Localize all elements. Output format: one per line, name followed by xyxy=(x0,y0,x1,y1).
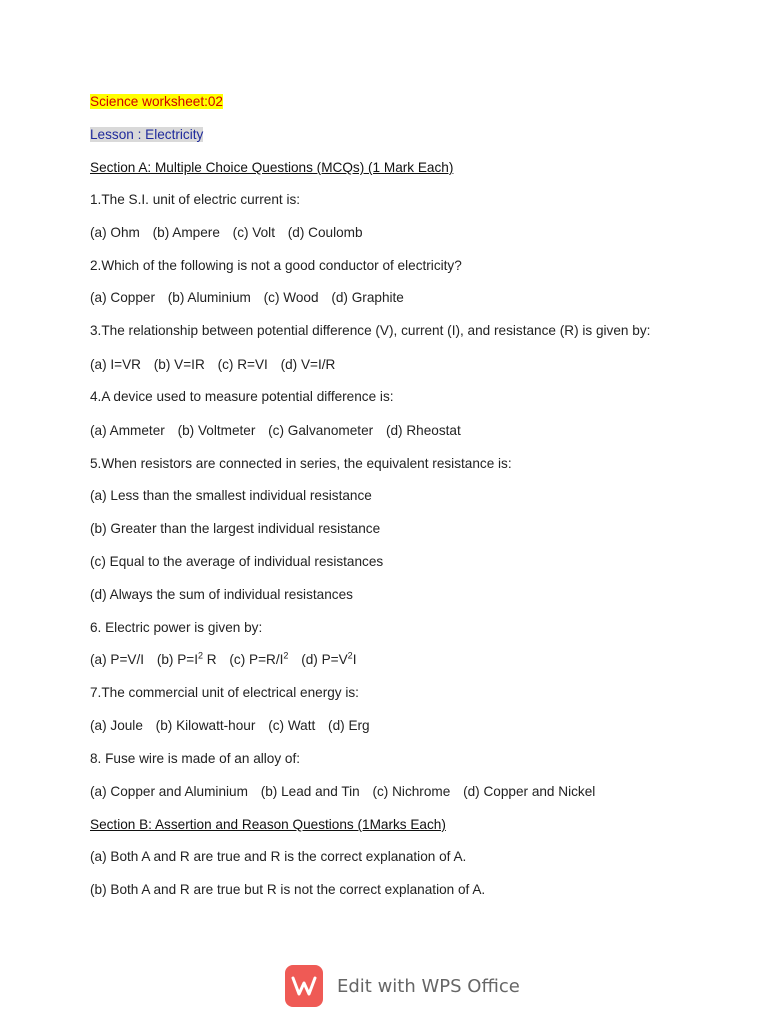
q1-option-d: (d) Coulomb xyxy=(287,225,363,240)
q8-option-a: (a) Copper and Aluminium xyxy=(90,784,248,799)
lesson-title-text: Lesson : Electricity xyxy=(90,127,204,142)
question-3-options xyxy=(90,356,335,374)
question-7-options xyxy=(90,717,370,735)
q5-option-c: (c) Equal to the average of individual resistances xyxy=(90,554,384,569)
q2-option-b: (b) Aluminium xyxy=(167,290,251,305)
section-a-heading: Section A: Multiple Choice Questions (MCQs) (1 Mark Each) xyxy=(90,160,454,175)
question-2-options xyxy=(90,289,404,307)
q7-option-a: (a) Joule xyxy=(90,718,143,733)
q1-option-b: (b) Ampere xyxy=(152,225,220,240)
q4-option-c: (c) Galvanometer xyxy=(268,423,374,438)
q4-option-a: (a) Ammeter xyxy=(90,423,165,438)
q5-option-d: (d) Always the sum of individual resistances xyxy=(90,587,353,602)
question-2: 2.Which of the following is not a good conductor of electricity? xyxy=(90,258,462,273)
q2-option-c: (c) Wood xyxy=(263,290,319,305)
q1-option-c: (c) Volt xyxy=(232,225,275,240)
assertion-option-a: (a) Both A and R are true and R is the correct explanation of A. xyxy=(90,849,467,864)
wps-watermark-text: Edit with WPS Office xyxy=(337,975,520,997)
q4-option-d: (d) Rheostat xyxy=(385,423,461,438)
q6-option-b: (b) $P=I^2$ R xyxy=(156,650,217,667)
q8-option-c: (c) Nichrome xyxy=(372,784,451,799)
lesson-title xyxy=(90,126,203,144)
question-6: 6. Electric power is given by: xyxy=(90,620,263,635)
question-1: 1.The S.I. unit of electric current is: xyxy=(90,192,301,207)
q1-option-a: (a) Ohm xyxy=(90,225,140,240)
question-7: 7.The commercial unit of electrical energy is: xyxy=(90,685,359,700)
q3-option-d: (d) V=I/R xyxy=(280,357,336,372)
question-4: 4.A device used to measure potential difference is: xyxy=(90,389,394,404)
wps-logo-icon xyxy=(285,965,323,1007)
q6-option-c: (c) $P=R/I^2$ xyxy=(229,650,289,667)
q2-option-a: (a) Copper xyxy=(90,290,155,305)
q3-option-b: (b) V=IR xyxy=(153,357,205,372)
q8-option-b: (b) Lead and Tin xyxy=(260,784,360,799)
q3-option-c: (c) R=VI xyxy=(217,357,268,372)
question-8-options xyxy=(90,783,595,801)
q7-option-c: (c) Watt xyxy=(268,718,316,733)
worksheet-title-text: Science worksheet:02 xyxy=(90,94,223,109)
q3-option-a: (a) I=VR xyxy=(90,357,141,372)
q6-option-a: (a) P=V/I xyxy=(90,652,145,667)
q7-option-d: (d) Erg xyxy=(328,718,370,733)
question-5: 5.When resistors are connected in series, the equivalent resistance is: xyxy=(90,456,512,471)
assertion-option-b: (b) Both A and R are true but R is not the correct explanation of A. xyxy=(90,882,486,897)
question-8: 8. Fuse wire is made of an alloy of: xyxy=(90,751,301,766)
question-4-options xyxy=(90,422,461,440)
q6-option-d: (d) $P=V^2I$ xyxy=(301,650,357,667)
wps-watermark[interactable] xyxy=(285,965,520,1007)
worksheet-title xyxy=(90,93,223,111)
q2-option-d: (d) Graphite xyxy=(331,290,404,305)
question-1-options xyxy=(90,224,363,242)
section-b-heading: Section B: Assertion and Reason Questions (1Marks Each) xyxy=(90,817,446,832)
question-3: 3.The relationship between potential difference (V), current (I), and resistance (R) is given by: xyxy=(90,323,651,338)
q5-option-b: (b) Greater than the largest individual resistance xyxy=(90,521,381,536)
q8-option-d: (d) Copper and Nickel xyxy=(463,784,596,799)
q4-option-b: (b) Voltmeter xyxy=(177,423,256,438)
question-6-options xyxy=(90,651,356,669)
q7-option-b: (b) Kilowatt-hour xyxy=(155,718,256,733)
q5-option-a: (a) Less than the smallest individual resistance xyxy=(90,488,372,503)
